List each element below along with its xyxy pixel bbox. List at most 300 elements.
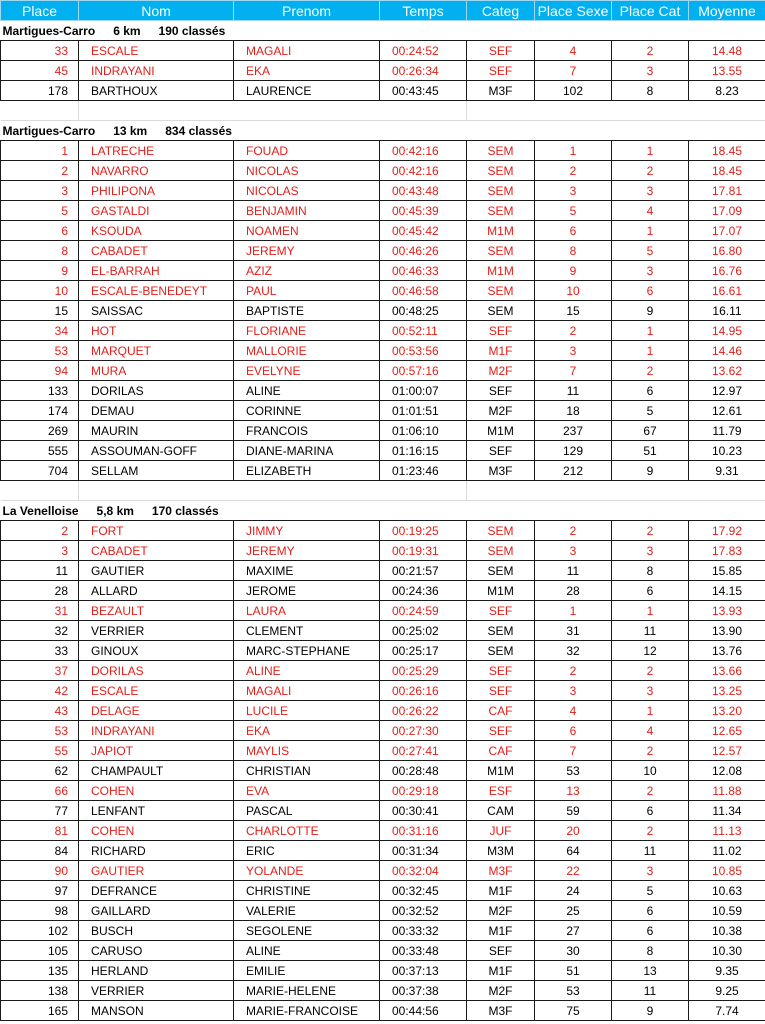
cell-temps: 00:25:29 [380,661,467,681]
cell-temps: 00:19:25 [380,521,467,541]
cell-temps: 00:25:02 [380,621,467,641]
table-row [1,721,765,741]
cell-place-cat: 1 [612,221,689,241]
cell-moyenne: 10.63 [689,881,765,901]
spacer-cell [467,101,535,121]
cell-categ: SEM [467,241,535,261]
cell-temps: 00:26:34 [380,61,467,81]
cell-prenom: ALINE [234,381,380,401]
cell-prenom: JEREMY [234,241,380,261]
cell-place-sexe: 6 [535,721,612,741]
cell-moyenne: 12.08 [689,761,765,781]
cell-moyenne: 16.11 [689,301,765,321]
cell-nom: COHEN [79,781,234,801]
cell-prenom: AZIZ [234,261,380,281]
cell-categ: SEM [467,641,535,661]
cell-moyenne: 12.61 [689,401,765,421]
cell-nom: DORILAS [79,661,234,681]
cell-prenom: MARC-STEPHANE [234,641,380,661]
section-distance: 5,8 km [96,503,134,518]
cell-place-cat: 2 [612,661,689,681]
table-row [1,561,765,581]
cell-place: 704 [1,461,79,481]
cell-categ: SEM [467,301,535,321]
table-row [1,621,765,641]
cell-temps: 00:26:22 [380,701,467,721]
cell-place-cat: 2 [612,741,689,761]
table-row [1,61,765,81]
spacer-cell [1,481,79,501]
table-row [1,241,765,261]
cell-place: 53 [1,341,79,361]
cell-moyenne: 15.85 [689,561,765,581]
cell-place-sexe: 20 [535,821,612,841]
cell-nom: FORT [79,521,234,541]
header-temps: Temps [380,1,467,21]
cell-place-cat: 6 [612,281,689,301]
cell-categ: M2F [467,401,535,421]
header-moyenne: Moyenne [689,1,765,21]
cell-categ: SEF [467,41,535,61]
table-row [1,461,765,481]
table-row [1,661,765,681]
header-place: Place [1,1,79,21]
cell-temps: 00:24:52 [380,41,467,61]
section-classes: 170 classés [151,503,219,518]
section-race: Martigues-Carro [2,23,96,38]
cell-place: 165 [1,1001,79,1021]
cell-nom: SELLAM [79,461,234,481]
cell-temps: 00:45:42 [380,221,467,241]
cell-place-cat: 6 [612,801,689,821]
cell-nom: ESCALE [79,681,234,701]
cell-temps: 00:42:16 [380,141,467,161]
cell-place-sexe: 51 [535,961,612,981]
cell-prenom: EVA [234,781,380,801]
section-title [1,21,765,41]
cell-nom: JAPIOT [79,741,234,761]
cell-moyenne: 17.92 [689,521,765,541]
cell-place: 28 [1,581,79,601]
cell-nom: KSOUDA [79,221,234,241]
cell-prenom: MARIE-HELENE [234,981,380,1001]
table-row [1,321,765,341]
cell-moyenne: 12.97 [689,381,765,401]
cell-categ: SEM [467,141,535,161]
header-categ: Categ [467,1,535,21]
cell-categ: SEM [467,161,535,181]
cell-place-cat: 4 [612,201,689,221]
cell-nom: BARTHOUX [79,81,234,101]
cell-temps: 00:52:11 [380,321,467,341]
cell-place-cat: 12 [612,641,689,661]
cell-temps: 00:48:25 [380,301,467,321]
cell-temps: 00:31:34 [380,841,467,861]
cell-place: 3 [1,541,79,561]
cell-moyenne: 12.57 [689,741,765,761]
cell-place-cat: 8 [612,561,689,581]
results-body [1,21,765,1021]
cell-moyenne: 17.83 [689,541,765,561]
cell-place-cat: 6 [612,901,689,921]
cell-place-sexe: 7 [535,61,612,81]
table-row [1,881,765,901]
cell-place-sexe: 2 [535,321,612,341]
cell-place-cat: 8 [612,941,689,961]
spacer-cell [467,481,535,501]
table-row [1,581,765,601]
table-header [1,1,765,21]
cell-prenom: YOLANDE [234,861,380,881]
table-row [1,181,765,201]
cell-nom: ESCALE [79,41,234,61]
header-nom: Nom [79,1,234,21]
cell-nom: ESCALE-BENEDEYT [79,281,234,301]
cell-temps: 01:00:07 [380,381,467,401]
cell-moyenne: 10.85 [689,861,765,881]
cell-place-cat: 3 [612,61,689,81]
cell-place: 53 [1,721,79,741]
cell-temps: 00:32:45 [380,881,467,901]
cell-prenom: MAGALI [234,681,380,701]
cell-moyenne: 10.30 [689,941,765,961]
cell-temps: 01:23:46 [380,461,467,481]
cell-prenom: NICOLAS [234,161,380,181]
cell-place-sexe: 53 [535,761,612,781]
cell-temps: 00:24:36 [380,581,467,601]
cell-moyenne: 14.15 [689,581,765,601]
cell-moyenne: 13.90 [689,621,765,641]
cell-moyenne: 17.09 [689,201,765,221]
cell-temps: 00:42:16 [380,161,467,181]
cell-moyenne: 8.23 [689,81,765,101]
table-row [1,901,765,921]
cell-place-sexe: 7 [535,361,612,381]
cell-moyenne: 13.66 [689,661,765,681]
cell-place: 138 [1,981,79,1001]
table-row [1,921,765,941]
cell-place-cat: 8 [612,81,689,101]
spacer-row [1,481,765,501]
cell-place-sexe: 8 [535,241,612,261]
cell-place: 102 [1,921,79,941]
table-row [1,281,765,301]
cell-nom: LATRECHE [79,141,234,161]
cell-place: 174 [1,401,79,421]
cell-place: 77 [1,801,79,821]
table-row [1,521,765,541]
cell-place-sexe: 6 [535,221,612,241]
cell-prenom: MARIE-FRANCOISE [234,1001,380,1021]
cell-nom: BEZAULT [79,601,234,621]
cell-prenom: CHARLOTTE [234,821,380,841]
cell-temps: 00:25:17 [380,641,467,661]
cell-moyenne: 11.79 [689,421,765,441]
cell-moyenne: 16.61 [689,281,765,301]
cell-place-cat: 2 [612,781,689,801]
cell-place-sexe: 59 [535,801,612,821]
cell-place-cat: 51 [612,441,689,461]
cell-place: 135 [1,961,79,981]
cell-categ: SEF [467,721,535,741]
cell-categ: M2F [467,901,535,921]
cell-categ: M1F [467,881,535,901]
cell-place: 269 [1,421,79,441]
cell-place: 33 [1,641,79,661]
cell-place: 33 [1,41,79,61]
section-title-row [1,501,765,521]
cell-temps: 00:44:56 [380,1001,467,1021]
cell-temps: 00:43:48 [380,181,467,201]
table-row [1,221,765,241]
cell-temps: 00:33:48 [380,941,467,961]
cell-temps: 00:37:13 [380,961,467,981]
cell-place: 133 [1,381,79,401]
cell-categ: M3M [467,841,535,861]
cell-place-cat: 2 [612,41,689,61]
cell-place-sexe: 64 [535,841,612,861]
cell-nom: SAISSAC [79,301,234,321]
cell-categ: SEF [467,601,535,621]
table-row [1,821,765,841]
cell-place-sexe: 4 [535,41,612,61]
cell-prenom: EMILIE [234,961,380,981]
section-classes: 834 classés [165,123,232,138]
cell-categ: M1F [467,961,535,981]
cell-prenom: LUCILE [234,701,380,721]
cell-temps: 00:21:57 [380,561,467,581]
cell-nom: PHILIPONA [79,181,234,201]
cell-prenom: PASCAL [234,801,380,821]
cell-moyenne: 11.88 [689,781,765,801]
cell-nom: BUSCH [79,921,234,941]
spacer-row [1,101,765,121]
cell-categ: M3F [467,81,535,101]
cell-temps: 00:32:04 [380,861,467,881]
cell-place-cat: 10 [612,761,689,781]
cell-prenom: EKA [234,721,380,741]
cell-place: 34 [1,321,79,341]
cell-place: 10 [1,281,79,301]
cell-moyenne: 9.25 [689,981,765,1001]
cell-temps: 00:30:41 [380,801,467,821]
cell-place-sexe: 10 [535,281,612,301]
cell-place-cat: 3 [612,681,689,701]
cell-categ: SEM [467,281,535,301]
cell-categ: SEF [467,941,535,961]
cell-place-cat: 3 [612,261,689,281]
cell-prenom: DIANE-MARINA [234,441,380,461]
cell-prenom: FOUAD [234,141,380,161]
cell-place-cat: 11 [612,981,689,1001]
table-row [1,981,765,1001]
cell-place: 15 [1,301,79,321]
cell-place-sexe: 9 [535,261,612,281]
cell-categ: CAM [467,801,535,821]
table-row [1,301,765,321]
cell-prenom: CHRISTINE [234,881,380,901]
cell-place: 1 [1,141,79,161]
table-row [1,381,765,401]
cell-temps: 00:27:41 [380,741,467,761]
cell-place: 8 [1,241,79,261]
cell-moyenne: 13.62 [689,361,765,381]
cell-nom: HERLAND [79,961,234,981]
cell-nom: INDRAYANI [79,721,234,741]
cell-place-sexe: 3 [535,541,612,561]
cell-temps: 00:29:18 [380,781,467,801]
cell-categ: SEF [467,681,535,701]
cell-place-sexe: 5 [535,201,612,221]
cell-temps: 00:31:16 [380,821,467,841]
cell-temps: 00:46:33 [380,261,467,281]
cell-temps: 00:45:39 [380,201,467,221]
cell-categ: CAF [467,701,535,721]
section-title [1,121,765,141]
table-row [1,41,765,61]
cell-place: 3 [1,181,79,201]
header-row [1,1,765,21]
cell-prenom: ERIC [234,841,380,861]
table-row [1,261,765,281]
cell-moyenne: 11.02 [689,841,765,861]
cell-categ: SEF [467,441,535,461]
spacer-cell [689,101,765,121]
cell-temps: 00:26:16 [380,681,467,701]
cell-temps: 00:24:59 [380,601,467,621]
table-row [1,641,765,661]
cell-place: 105 [1,941,79,961]
cell-prenom: ELIZABETH [234,461,380,481]
cell-moyenne: 12.65 [689,721,765,741]
cell-nom: GAILLARD [79,901,234,921]
cell-moyenne: 13.76 [689,641,765,661]
cell-categ: SEM [467,201,535,221]
cell-categ: CAF [467,741,535,761]
cell-nom: CABADET [79,241,234,261]
cell-place-cat: 6 [612,381,689,401]
cell-place: 5 [1,201,79,221]
section-distance: 13 km [113,123,148,138]
cell-place-sexe: 15 [535,301,612,321]
cell-moyenne: 16.80 [689,241,765,261]
cell-nom: DEFRANCE [79,881,234,901]
cell-moyenne: 11.34 [689,801,765,821]
cell-place-sexe: 28 [535,581,612,601]
header-place-cat: Place Cat [612,1,689,21]
table-row [1,701,765,721]
cell-categ: SEM [467,181,535,201]
cell-temps: 00:33:32 [380,921,467,941]
table-row [1,781,765,801]
cell-place-sexe: 25 [535,901,612,921]
cell-categ: M3F [467,1001,535,1021]
cell-nom: MAURIN [79,421,234,441]
cell-prenom: CLEMENT [234,621,380,641]
cell-categ: M1M [467,421,535,441]
cell-place-sexe: 13 [535,781,612,801]
cell-nom: RICHARD [79,841,234,861]
table-row [1,341,765,361]
cell-place: 98 [1,901,79,921]
cell-place-sexe: 11 [535,561,612,581]
cell-temps: 00:19:31 [380,541,467,561]
cell-nom: MARQUET [79,341,234,361]
header-prenom: Prenom [234,1,380,21]
cell-prenom: PAUL [234,281,380,301]
cell-nom: DORILAS [79,381,234,401]
table-row [1,601,765,621]
cell-moyenne: 18.45 [689,161,765,181]
cell-nom: LENFANT [79,801,234,821]
cell-place: 555 [1,441,79,461]
cell-nom: COHEN [79,821,234,841]
cell-categ: SEM [467,621,535,641]
cell-categ: M1M [467,761,535,781]
cell-categ: SEF [467,61,535,81]
cell-place-sexe: 3 [535,181,612,201]
cell-nom: GAUTIER [79,861,234,881]
spacer-cell [612,481,689,501]
cell-moyenne: 10.23 [689,441,765,461]
cell-prenom: NICOLAS [234,181,380,201]
cell-place: 84 [1,841,79,861]
cell-nom: GINOUX [79,641,234,661]
cell-temps: 00:43:45 [380,81,467,101]
cell-nom: MANSON [79,1001,234,1021]
table-row [1,741,765,761]
cell-nom: NAVARRO [79,161,234,181]
cell-place-sexe: 11 [535,381,612,401]
table-row [1,441,765,461]
cell-moyenne: 17.07 [689,221,765,241]
cell-place: 66 [1,781,79,801]
cell-place-sexe: 1 [535,601,612,621]
cell-place-cat: 5 [612,881,689,901]
cell-nom: ASSOUMAN-GOFF [79,441,234,461]
cell-place-cat: 1 [612,601,689,621]
table-row [1,801,765,821]
cell-categ: M1F [467,921,535,941]
cell-moyenne: 13.25 [689,681,765,701]
cell-place-cat: 9 [612,1001,689,1021]
cell-categ: M1F [467,341,535,361]
cell-prenom: EKA [234,61,380,81]
cell-prenom: MALLORIE [234,341,380,361]
table-row [1,681,765,701]
cell-nom: DELAGE [79,701,234,721]
section-classes: 190 classés [158,23,226,38]
cell-categ: JUF [467,821,535,841]
cell-place: 11 [1,561,79,581]
cell-place-sexe: 75 [535,1001,612,1021]
cell-temps: 00:27:30 [380,721,467,741]
cell-place-sexe: 3 [535,341,612,361]
cell-moyenne: 10.59 [689,901,765,921]
cell-place-sexe: 22 [535,861,612,881]
cell-categ: SEF [467,661,535,681]
cell-nom: GASTALDI [79,201,234,221]
cell-prenom: FRANCOIS [234,421,380,441]
cell-place-sexe: 53 [535,981,612,1001]
cell-prenom: BENJAMIN [234,201,380,221]
cell-categ: M3F [467,461,535,481]
table-row [1,361,765,381]
cell-prenom: NOAMEN [234,221,380,241]
cell-place: 81 [1,821,79,841]
section-race: Martigues-Carro [2,123,96,138]
spacer-cell [380,481,467,501]
